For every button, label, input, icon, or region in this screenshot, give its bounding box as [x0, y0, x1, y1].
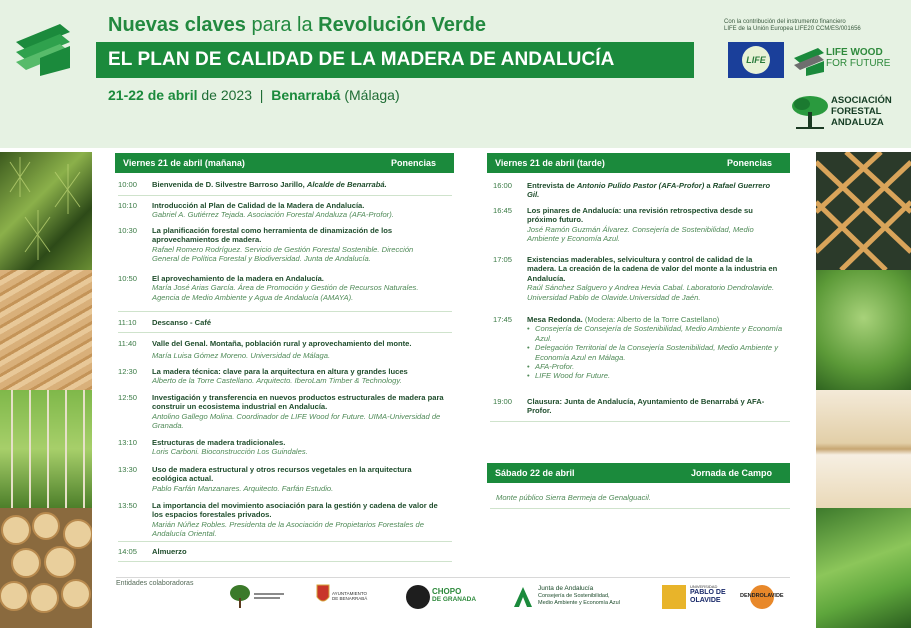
photo-green-forest [816, 508, 911, 628]
event-title: EL PLAN DE CALIDAD DE LA MADERA DE ANDALUCÍA [108, 49, 615, 70]
life-wood-logo-icon [792, 44, 824, 76]
logo-upo: UNIVERSIDAD PABLO DE OLAVIDE [662, 583, 732, 611]
wood-layers-logo [12, 18, 70, 76]
saturday-header: Sábado 22 de abril Jornada de Campo [487, 463, 790, 483]
friday-morning-header: Viernes 21 de abril (mañana) Ponencias [115, 153, 454, 173]
event-subtitle: Nuevas claves para la Revolución Verde [108, 14, 487, 36]
logo-ayuntamiento: AYUNTAMIENTO DE BENARRABÁ [316, 583, 372, 611]
photo-wood-interior [816, 390, 911, 508]
photo-timber-lattice [816, 152, 911, 270]
photo-log-pile [0, 508, 92, 628]
afa-tree-icon [790, 94, 830, 130]
photo-curved-wood [0, 270, 92, 390]
life-wood-logo-text: LIFE WOOD FOR FUTURE [826, 47, 891, 69]
photo-tree-canopy [816, 270, 911, 390]
header-banner [0, 0, 911, 148]
event-date-place: 21-22 de abril de 2023 | Benarrabá (Málaga) [108, 87, 400, 103]
logo-dendrolavide: DENDROLAVIDE [740, 583, 790, 611]
afa-logo-text: ASOCIACIÓN FORESTAL ANDALUZA [831, 95, 892, 128]
logo-fundation [226, 583, 286, 611]
friday-afternoon-header: Viernes 21 de abril (tarde) Ponencias [487, 153, 790, 173]
funding-note: Con la contribución del instrumento financiero LIFE de la Unión Europea LIFE20 CCM/ES/001656 [724, 19, 861, 32]
logo-chopo-granada: CHOPO DE GRANADA [406, 583, 482, 611]
life-logo: LIFE [742, 46, 770, 74]
field-day-location: Monte público Sierra Bermeja de Genalguacil. [496, 493, 651, 502]
photo-pine-needles [0, 152, 92, 270]
logo-junta-andalucia: Junta de Andalucía Consejería de Sostenibilidad, Medio Ambiente y Economía Azul [512, 583, 630, 611]
round-table-list: • Consejería de Consejería de Sostenibilidad, Medio Ambiente y Economía Azul. • Delegación Territorial de la Consejería Sostenibilidad, Medio Ambiente y Economía Azul en Málaga. • AFA-Profor. • LIFE Wood for Future. [527, 324, 783, 380]
photo-poplar-forest [0, 390, 92, 508]
collaborators-label: Entidades colaboradoras [116, 580, 194, 587]
